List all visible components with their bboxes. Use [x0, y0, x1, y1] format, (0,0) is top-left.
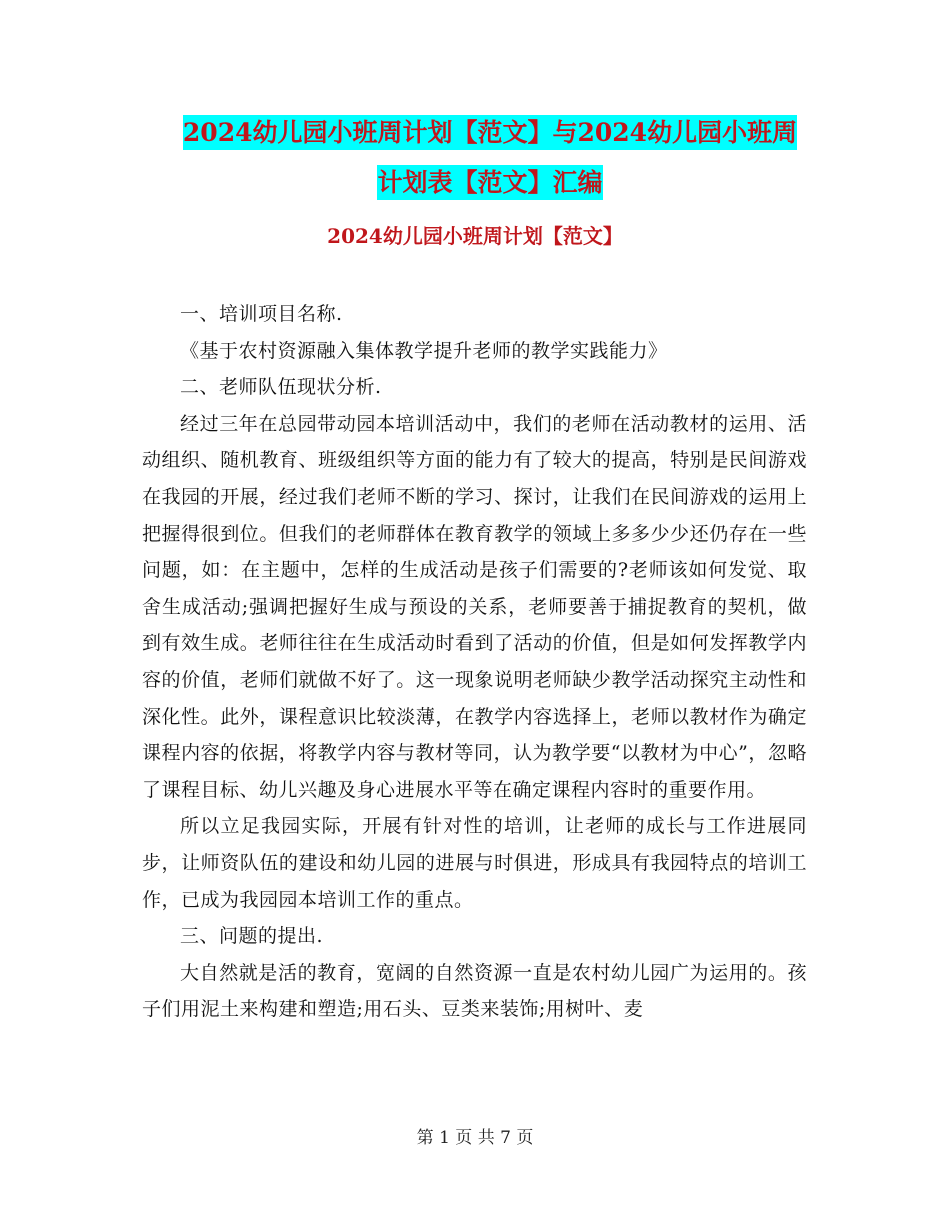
heading-teacher-analysis: 二、老师队伍现状分析.	[180, 376, 382, 399]
heading-training-project: 一、培训项目名称.	[180, 303, 343, 325]
section-title: 2024幼儿园小班周计划【范文】	[327, 224, 623, 248]
document-title	[140, 108, 840, 208]
page-footer	[0, 1126, 950, 1150]
document-title-line-2: 计划表【范文】汇编	[377, 165, 602, 200]
paragraph-nature: 大自然就是活的教育，宽阔的自然资源一直是农村幼儿园广为运用的。孩子们用泥土来构建和塑造;用石头、豆类来装饰;用树叶、麦	[142, 961, 807, 1021]
project-name: 《基于农村资源融入集体教学提升老师的教学实践能力》	[180, 339, 668, 362]
heading-problem: 三、问题的提出.	[180, 925, 324, 948]
page-number-label: 第 1 页 共 7 页	[416, 1128, 534, 1148]
document-body	[142, 296, 807, 1028]
paragraph-analysis: 经过三年在总园带动园本培训活动中，我们的老师在活动教材的运用、活动组织、随机教育、班级组织等方面的能力有了较大的提高，特别是民间游戏在我园的开展，经过我们老师不断的学习、探讨，让我们在民间游戏的运用上把握得很到位。但我们的老师群体在教育教学的领域上多多少少还仍存在一些问题，如：在主题中，怎样的生成活动是孩子们需要的?老师该如何发觉、取舍生成活动;强调把握好生成与预设的关系，老师要善于捕捉教育的契机，做到有效生成。老师往往在生成活动时看到了活动的价值，但是如何发挥教学内容的价值，老师们就做不好了。这一现象说明老师缺少教学活动探究主动性和深化性。此外，课程意识比较淡薄，在教学内容选择上，老师以教材作为确定课程内容的依据，将教学内容与教材等同，认为教学要“以教材为中心”，忽略了课程目标、幼儿兴趣及身心进展水平等在确定课程内容时的重要作用。	[142, 412, 807, 801]
paragraph-conclusion: 所以立足我园实际，开展有针对性的培训，让老师的成长与工作进展同步，让师资队伍的建设和幼儿园的进展与时俱进，形成具有我园特点的培训工作，已成为我园园本培训工作的重点。	[142, 815, 807, 911]
document-title-line-1: 2024幼儿园小班周计划【范文】与2024幼儿园小班周	[183, 115, 797, 150]
